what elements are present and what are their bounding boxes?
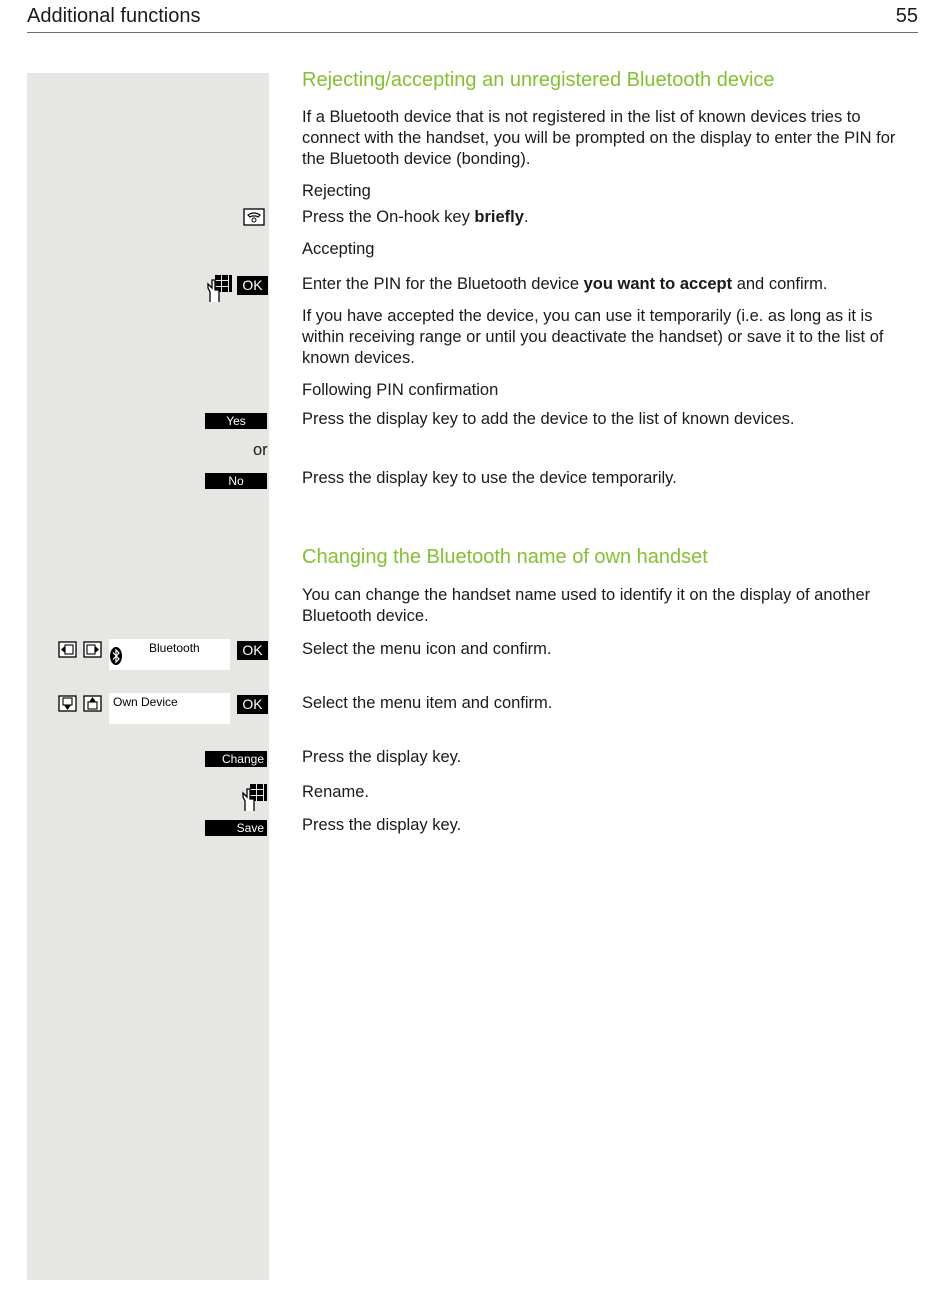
instruction-sidebar	[27, 73, 269, 1280]
accepted-info: If you have accepted the device, you can use it temporarily (i.e. as long as it is within receiving range or until you deactivate the handset) or save it to the list of known devices.	[302, 307, 884, 367]
step-press-change: Press the display key.	[302, 748, 462, 766]
display-own-device-label: Own Device	[113, 695, 178, 709]
nav-down-icon	[58, 695, 77, 712]
nav-up-icon	[83, 695, 102, 712]
onhook-key-icon	[243, 208, 265, 226]
accepting-instruction: Enter the PIN for the Bluetooth device you want to accept and confirm.	[302, 275, 828, 293]
yes-instruction: Press the display key to add the device to the list of known devices.	[302, 410, 795, 428]
section1-intro: If a Bluetooth device that is not registered in the list of known devices tries to connect with the handset, you will be prompted on the display to enter the PIN for the Bluetooth device (bonding).	[302, 108, 896, 168]
section2-intro: You can change the handset name used to identify it on the display of another Bluetooth device.	[302, 586, 871, 625]
change-display-key: Change	[205, 751, 267, 767]
display-own-device-menu	[109, 693, 230, 724]
rejecting-heading: Rejecting	[302, 182, 371, 200]
section-heading-changing-name: Changing the Bluetooth name of own handset	[302, 546, 708, 568]
rejecting-instruction: Press the On-hook key briefly.	[302, 208, 529, 226]
ok-key: OK	[237, 276, 268, 295]
following-pin-label: Following PIN confirmation	[302, 381, 499, 399]
bluetooth-icon	[110, 647, 122, 665]
nav-right-icon	[83, 641, 102, 658]
or-label: or	[253, 441, 268, 459]
section-heading-rejecting-accepting: Rejecting/accepting an unregistered Bluetooth device	[302, 69, 775, 91]
no-display-key: No	[205, 473, 267, 489]
ok-key: OK	[237, 641, 268, 660]
display-bluetooth-menu	[109, 639, 230, 670]
accepting-heading: Accepting	[302, 240, 375, 258]
no-instruction: Press the display key to use the device temporarily.	[302, 469, 677, 487]
keypad-hand-icon	[206, 274, 233, 303]
keypad-hand-icon	[241, 783, 268, 812]
page-number: 55	[895, 5, 918, 27]
yes-display-key: Yes	[205, 413, 267, 429]
ok-key: OK	[237, 695, 268, 714]
step-select-menu-item: Select the menu item and confirm.	[302, 694, 553, 712]
display-bluetooth-label: Bluetooth	[149, 641, 200, 655]
nav-left-icon	[58, 641, 77, 658]
running-header-title: Additional functions	[27, 5, 201, 27]
save-display-key: Save	[205, 820, 267, 836]
step-select-menu-icon: Select the menu icon and confirm.	[302, 640, 552, 658]
step-rename: Rename.	[302, 783, 369, 801]
step-press-save: Press the display key.	[302, 816, 462, 834]
header-rule	[27, 32, 918, 33]
